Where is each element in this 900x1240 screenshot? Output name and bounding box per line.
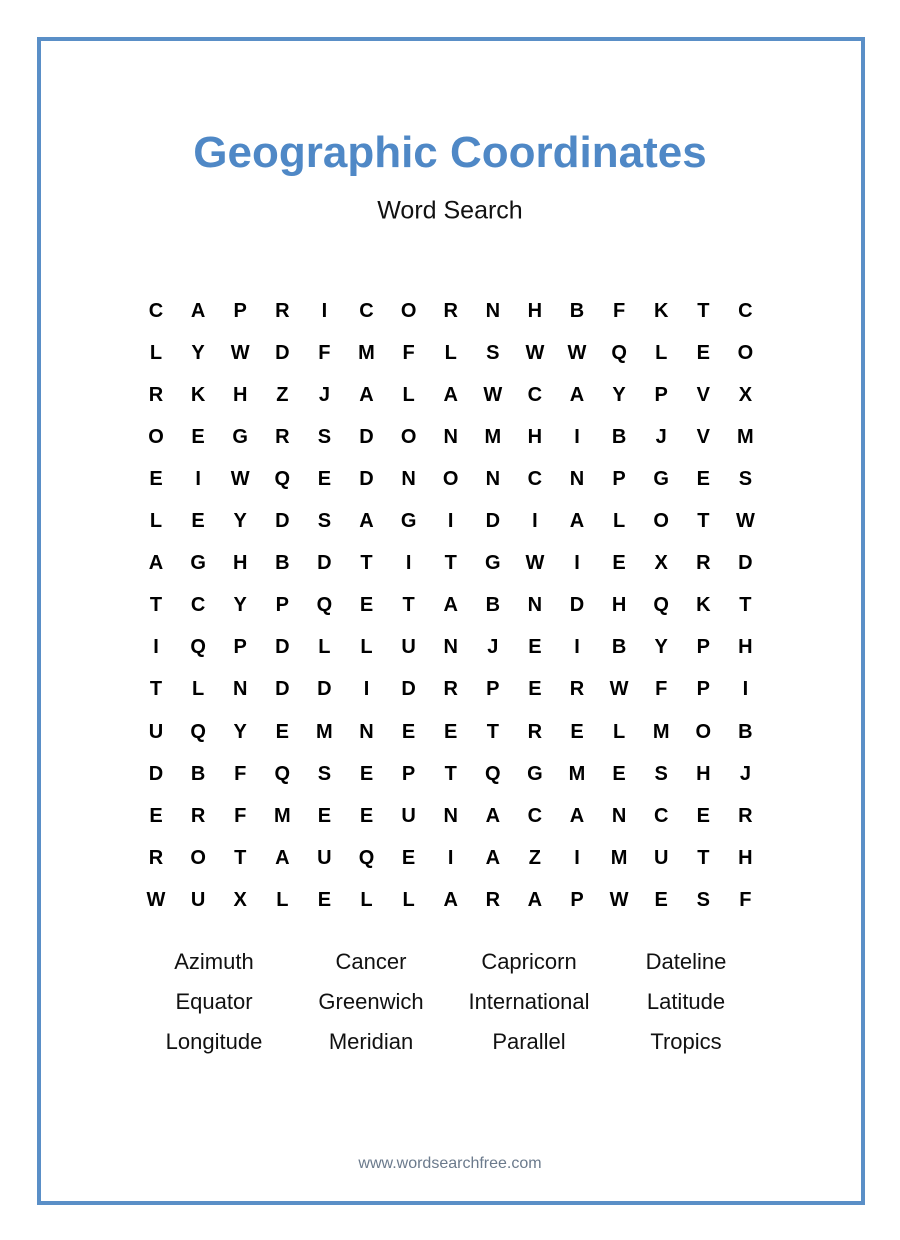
grid-letter: W	[483, 383, 503, 406]
grid-letter: B	[190, 762, 206, 785]
grid-letter: C	[653, 804, 669, 827]
grid-letter: E	[275, 720, 289, 743]
grid-letter: Q	[190, 720, 206, 743]
grid-letter: T	[149, 678, 163, 701]
grid-letter: M	[358, 341, 375, 364]
grid-letter: D	[148, 762, 164, 785]
grid-letter: G	[190, 552, 206, 575]
grid-letter: I	[574, 846, 580, 869]
grid-letter: X	[738, 383, 753, 406]
grid-letter: N	[443, 425, 458, 448]
grid-letter: E	[444, 720, 458, 743]
grid-letter: U	[401, 804, 416, 827]
grid-letter: J	[318, 383, 330, 406]
grid-letter: R	[569, 678, 585, 701]
grid-letter: E	[359, 804, 374, 827]
grid-letter: R	[738, 804, 753, 827]
grid-letter: W	[567, 341, 587, 364]
grid-letter: O	[653, 510, 669, 532]
grid-letter: S	[486, 341, 500, 364]
grid-letter: C	[148, 299, 164, 322]
grid-letter: L	[402, 383, 415, 406]
grid-letter: O	[190, 846, 206, 869]
word-list-item: Greenwich	[318, 989, 424, 1014]
grid-letter: T	[444, 762, 457, 785]
grid-letter: H	[232, 383, 248, 406]
grid-letter: C	[527, 467, 543, 490]
grid-letter: A	[443, 594, 458, 617]
grid-letter: E	[401, 846, 416, 869]
grid-letter: P	[486, 678, 500, 701]
grid-letter: C	[527, 804, 543, 827]
grid-letter: S	[317, 762, 332, 785]
grid-letter: I	[405, 552, 412, 575]
grid-letter: P	[612, 467, 626, 490]
grid-letter: L	[191, 678, 205, 701]
word-list-item: Cancer	[335, 949, 407, 974]
grid-letter: J	[739, 762, 751, 785]
grid-letter: D	[317, 678, 332, 701]
grid-letter: E	[359, 594, 374, 617]
grid-letter: M	[652, 720, 670, 743]
grid-letter: T	[402, 594, 415, 617]
page-subtitle: Word Search	[377, 196, 523, 225]
word-list-item: Tropics	[650, 1029, 722, 1054]
grid-letter: M	[273, 804, 291, 827]
grid-letter: F	[655, 678, 668, 701]
grid-letter: P	[233, 299, 247, 322]
grid-letter: K	[653, 299, 669, 322]
grid-letter: Y	[233, 594, 247, 617]
grid-letter: N	[569, 467, 585, 490]
grid-letter: E	[317, 804, 332, 827]
grid-letter: L	[402, 888, 415, 911]
grid-letter: U	[148, 720, 164, 743]
grid-letter: W	[609, 678, 629, 701]
grid-letter: P	[401, 762, 416, 785]
grid-letter: T	[444, 552, 457, 575]
grid-letter: R	[275, 299, 290, 322]
grid-letter: N	[485, 299, 501, 322]
grid-letter: N	[485, 467, 501, 490]
grid-letter: W	[230, 467, 250, 490]
grid-letter: W	[230, 341, 250, 364]
grid-letter: N	[232, 678, 248, 701]
grid-letter: J	[487, 636, 499, 659]
grid-letter: E	[317, 888, 332, 911]
grid-letter: B	[611, 636, 627, 659]
grid-letter: N	[611, 804, 627, 827]
grid-letter: H	[738, 846, 753, 869]
grid-letter: F	[402, 341, 415, 364]
grid-letter: L	[612, 720, 626, 743]
grid-letter: E	[570, 720, 584, 743]
grid-letter: A	[359, 383, 374, 406]
grid-letter: M	[316, 720, 333, 743]
grid-letter: M	[610, 846, 628, 869]
grid-letter: I	[574, 636, 580, 659]
grid-letter: D	[359, 467, 374, 490]
grid-letter: D	[359, 425, 374, 448]
grid-letter: X	[654, 552, 668, 575]
grid-letter: N	[359, 720, 374, 743]
grid-letter: W	[525, 341, 545, 364]
grid-letter: E	[528, 678, 542, 701]
grid-letter: L	[276, 888, 289, 911]
grid-letter: Q	[274, 762, 291, 785]
grid-letter: I	[447, 510, 454, 532]
grid-letter: Y	[612, 383, 626, 406]
grid-letter: E	[654, 888, 668, 911]
grid-letter: E	[612, 762, 626, 785]
grid-letter: E	[612, 552, 626, 575]
grid-letter: R	[148, 383, 164, 406]
grid-letter: S	[738, 467, 753, 490]
grid-letter: I	[574, 552, 580, 575]
grid-letter: E	[191, 510, 205, 532]
grid-letter: U	[401, 636, 416, 659]
grid-letter: S	[696, 888, 710, 911]
grid-letter: L	[444, 341, 457, 364]
grid-letter: N	[443, 804, 458, 827]
grid-letter: I	[153, 636, 159, 659]
grid-letter: A	[443, 888, 458, 911]
grid-letter: E	[696, 804, 710, 827]
grid-letter: O	[737, 341, 754, 364]
grid-letter: N	[443, 636, 458, 659]
grid-letter: H	[527, 425, 543, 448]
grid-letter: O	[442, 467, 459, 490]
grid-letter: O	[400, 425, 417, 448]
grid-letter: A	[148, 552, 164, 575]
grid-letter: L	[655, 341, 668, 364]
grid-letter: Z	[276, 383, 289, 406]
grid-letter: L	[149, 510, 163, 532]
grid-letter: B	[275, 552, 290, 575]
grid-letter: G	[400, 510, 417, 532]
grid-letter: S	[317, 510, 332, 532]
grid-letter: B	[738, 720, 753, 743]
grid-letter: C	[527, 383, 543, 406]
grid-letter: O	[148, 425, 164, 448]
grid-letter: G	[653, 467, 669, 490]
grid-letter: F	[234, 804, 247, 827]
word-list-item: Longitude	[165, 1029, 263, 1054]
grid-letter: B	[569, 299, 585, 322]
grid-letter: N	[401, 467, 416, 490]
grid-letter: K	[190, 383, 206, 406]
grid-letter: X	[233, 888, 247, 911]
grid-letter: E	[696, 341, 710, 364]
grid-letter: R	[696, 552, 711, 575]
grid-letter: A	[569, 510, 585, 532]
grid-letter: E	[149, 804, 163, 827]
grid-letter: A	[443, 383, 458, 406]
grid-letter: F	[739, 888, 752, 911]
grid-letter: D	[569, 594, 585, 617]
grid-letter: U	[317, 846, 332, 869]
grid-letter: W	[525, 552, 545, 575]
word-list-item: Azimuth	[174, 949, 254, 974]
grid-letter: Y	[233, 720, 247, 743]
grid-letter: B	[611, 425, 627, 448]
grid-letter: A	[569, 804, 585, 827]
grid-letter: R	[190, 804, 206, 827]
grid-letter: A	[485, 846, 501, 869]
grid-letter: T	[697, 299, 710, 322]
grid-letter: E	[401, 720, 416, 743]
grid-letter: V	[696, 425, 710, 448]
grid-letter: H	[232, 552, 248, 575]
grid-letter: G	[527, 762, 543, 785]
grid-letter: R	[485, 888, 501, 911]
grid-letter: D	[275, 678, 290, 701]
grid-letter: M	[737, 425, 754, 448]
grid-letter: D	[485, 510, 501, 532]
grid-letter: E	[528, 636, 542, 659]
grid-letter: A	[190, 299, 206, 322]
grid-letter: E	[359, 762, 374, 785]
grid-letter: G	[485, 552, 501, 575]
grid-letter: L	[149, 341, 163, 364]
grid-letter: Y	[233, 510, 247, 532]
grid-letter: O	[400, 299, 417, 322]
grid-letter: A	[275, 846, 290, 869]
grid-letter: F	[318, 341, 331, 364]
grid-letter: E	[696, 467, 710, 490]
grid-letter: G	[232, 425, 248, 448]
grid-letter: Y	[191, 341, 205, 364]
word-list-item: Capricorn	[481, 949, 577, 974]
grid-letter: A	[569, 383, 585, 406]
grid-letter: A	[359, 510, 374, 532]
grid-letter: I	[447, 846, 454, 869]
grid-letter: P	[570, 888, 584, 911]
grid-letter: M	[568, 762, 586, 785]
grid-letter: E	[191, 425, 205, 448]
grid-letter: W	[735, 510, 755, 532]
page-title: Geographic Coordinates	[193, 128, 707, 177]
grid-letter: N	[527, 594, 543, 617]
grid-letter: P	[275, 594, 289, 617]
grid-letter: T	[234, 846, 247, 869]
grid-letter: M	[484, 425, 502, 448]
grid-letter: R	[443, 678, 458, 701]
grid-letter: R	[443, 299, 458, 322]
grid-letter: H	[738, 636, 753, 659]
grid-letter: L	[318, 636, 331, 659]
grid-letter: U	[653, 846, 669, 869]
grid-letter: P	[696, 636, 710, 659]
word-list-item: Meridian	[328, 1029, 414, 1054]
grid-letter: Z	[528, 846, 541, 869]
grid-letter: I	[321, 299, 328, 322]
grid-letter: L	[360, 888, 373, 911]
grid-letter: H	[611, 594, 627, 617]
word-list-item: Dateline	[645, 949, 727, 974]
grid-letter: I	[195, 467, 201, 490]
grid-letter: Q	[358, 846, 375, 869]
grid-letter: Q	[190, 636, 206, 659]
grid-letter: T	[360, 552, 373, 575]
grid-letter: B	[485, 594, 501, 617]
grid-letter: D	[275, 341, 290, 364]
grid-letter: D	[275, 510, 290, 532]
grid-letter: D	[317, 552, 332, 575]
grid-letter: P	[233, 636, 247, 659]
grid-letter: T	[739, 594, 752, 617]
grid-letter: Q	[611, 341, 627, 364]
word-list-item: International	[468, 989, 590, 1014]
grid-letter: W	[146, 888, 166, 911]
grid-letter: D	[738, 552, 753, 575]
grid-letter: D	[401, 678, 416, 701]
grid-letter: T	[697, 510, 710, 532]
grid-letter: H	[527, 299, 543, 322]
grid-letter: Q	[653, 594, 669, 617]
grid-letter: H	[696, 762, 711, 785]
grid-letter: E	[317, 467, 332, 490]
grid-letter: C	[359, 299, 374, 322]
grid-letter: J	[655, 425, 667, 448]
grid-letter: L	[360, 636, 373, 659]
grid-letter: A	[527, 888, 543, 911]
grid-letter: W	[609, 888, 629, 911]
grid-letter: U	[190, 888, 206, 911]
grid-letter: C	[738, 299, 753, 322]
grid-letter: Y	[654, 636, 668, 659]
grid-letter: C	[190, 594, 206, 617]
grid-letter: E	[149, 467, 163, 490]
grid-letter: D	[275, 636, 290, 659]
word-list-item: Parallel	[492, 1029, 566, 1054]
grid-letter: T	[697, 846, 710, 869]
grid-letter: F	[612, 299, 626, 322]
grid-letter: S	[317, 425, 332, 448]
grid-letter: P	[696, 678, 710, 701]
grid-letter: K	[696, 594, 711, 617]
grid-letter: P	[654, 383, 668, 406]
grid-letter: T	[149, 594, 163, 617]
grid-letter: O	[695, 720, 712, 743]
grid-letter: I	[574, 425, 580, 448]
grid-letter: V	[696, 383, 710, 406]
grid-letter: L	[612, 510, 626, 532]
grid-letter: S	[654, 762, 668, 785]
word-list-item: Latitude	[646, 989, 726, 1014]
grid-letter: Q	[316, 594, 333, 617]
grid-letter: T	[486, 720, 499, 743]
word-list-item: Equator	[175, 989, 253, 1014]
grid-letter: I	[742, 678, 749, 701]
grid-letter: F	[234, 762, 247, 785]
grid-letter: Q	[274, 467, 291, 490]
grid-letter: R	[527, 720, 543, 743]
grid-letter: I	[532, 510, 538, 532]
grid-letter: A	[485, 804, 501, 827]
footer-url: www.wordsearchfree.com	[358, 1155, 542, 1172]
grid-letter: R	[148, 846, 164, 869]
grid-letter: R	[275, 425, 290, 448]
grid-letter: Q	[485, 762, 501, 785]
grid-letter: I	[363, 678, 370, 701]
